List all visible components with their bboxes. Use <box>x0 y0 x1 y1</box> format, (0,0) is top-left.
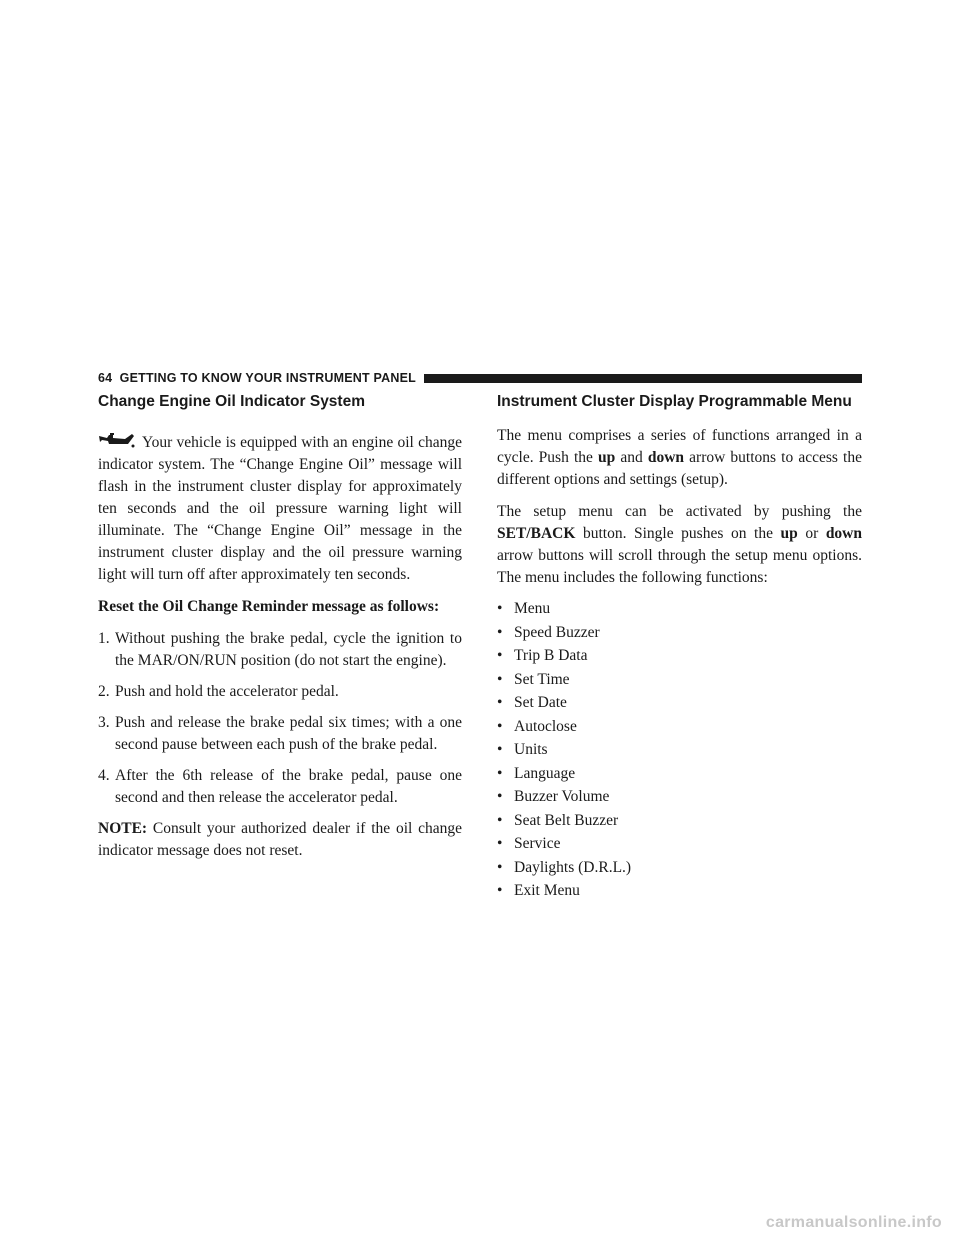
oil-can-icon <box>98 432 136 448</box>
reset-steps-list <box>98 628 462 809</box>
list-item: 1. Without pushing the brake pedal, cycle the ignition to the MAR/ON/RUN position (do not start the engine). <box>98 630 462 669</box>
list-item: • Speed Buzzer <box>497 623 600 641</box>
list-item: • Service <box>497 835 561 852</box>
list-item: • Set Date <box>497 694 567 711</box>
list-item: • Seat Belt Buzzer <box>497 811 619 829</box>
menu-functions-list <box>497 599 862 901</box>
menu-description-paragraph: The menu comprises a series of functions arranged in a cycle. Push the up and down arrow buttons to access the different options and settings (setup). <box>497 427 862 488</box>
list-item: 3. Push and release the brake pedal six times; with a one second pause between each push of the brake pedal. <box>98 714 462 753</box>
list-item: • Exit Menu <box>497 882 580 899</box>
right-column <box>497 392 862 905</box>
header-rule <box>424 374 862 383</box>
list-item: 4. After the 6th release of the brake pedal, pause one second and then release the accelerator pedal. <box>98 767 462 806</box>
reset-instructions-heading: Reset the Oil Change Reminder message as follows: <box>98 598 440 615</box>
list-item: • Daylights (D.R.L.) <box>497 858 632 876</box>
section-heading-oil-indicator: Change Engine Oil Indicator System <box>98 393 365 410</box>
list-item: • Buzzer Volume <box>497 788 610 805</box>
header-title: 64 GETTING TO KNOW YOUR INSTRUMENT PANEL <box>98 371 416 385</box>
note-paragraph: NOTE: Consult your authorized dealer if the oil change indicator message does not reset. <box>98 820 462 859</box>
page-header <box>98 368 862 388</box>
list-item: • Language <box>497 764 576 782</box>
list-item: • Menu <box>497 600 551 617</box>
left-column <box>98 392 462 872</box>
intro-paragraph: Your vehicle is equipped with an engine oil change indicator system. The “Change Engine Oil” message will flash in the instrument cluster display for approximately ten seconds and the oil pressure warning light will illuminate. The “Change Engine Oil” message in the instrument cluster display and the oil pressure warning light will turn off after approximately ten seconds. <box>98 434 462 583</box>
list-item: • Trip B Data <box>497 647 588 664</box>
setup-menu-paragraph: The setup menu can be activated by pushing the SET/BACK button. Single pushes on the up or down arrow buttons will scroll through the setup menu options. The menu includes the following functions: <box>497 503 862 586</box>
list-item: 2. Push and hold the accelerator pedal. <box>98 683 339 700</box>
section-heading-programmable-menu: Instrument Cluster Display Programmable Menu <box>497 393 852 410</box>
watermark-link[interactable]: carmanualsonline.info <box>765 1214 942 1231</box>
list-item: • Units <box>497 741 548 758</box>
list-item: • Set Time <box>497 670 570 688</box>
list-item: • Autoclose <box>497 717 577 735</box>
